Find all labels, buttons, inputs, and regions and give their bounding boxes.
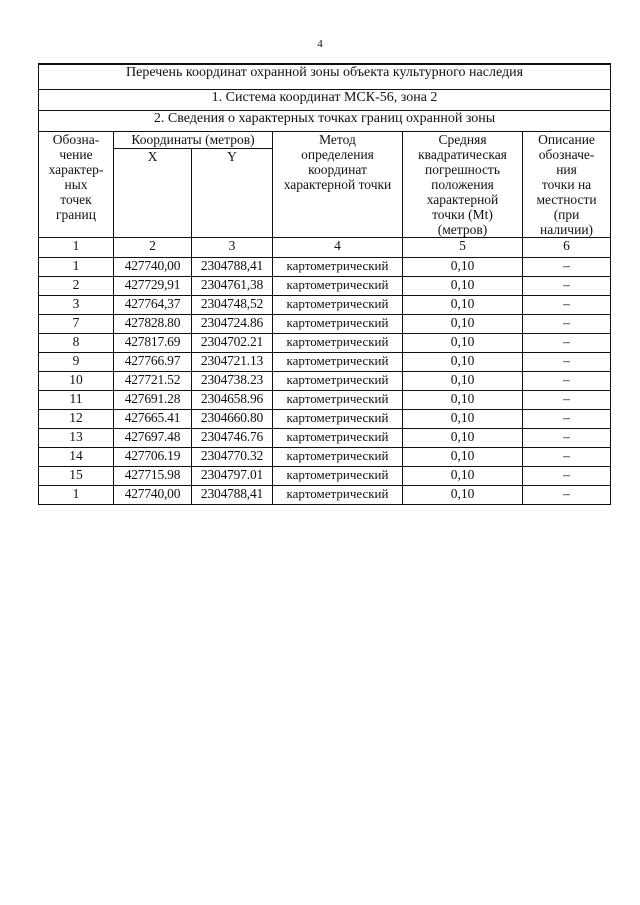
cell-x: 427740,00	[114, 258, 192, 277]
header-coordinates: Координаты (метров)	[114, 132, 273, 149]
cell-x: 427766.97	[114, 353, 192, 372]
table-title-row	[39, 64, 611, 90]
table-row	[39, 486, 611, 505]
cell-point: 11	[39, 391, 114, 410]
section-title: 2. Сведения о характерных точках границ охранной зоны	[39, 111, 611, 132]
cell-method: картометрический	[273, 429, 403, 448]
cell-y: 2304746.76	[192, 429, 273, 448]
cell-description: –	[523, 429, 611, 448]
header-description-line: Описание	[538, 132, 595, 147]
cell-point: 3	[39, 296, 114, 315]
header-accuracy-line: погрешность	[424, 162, 500, 177]
cell-description: –	[523, 353, 611, 372]
header-description-line: ния	[556, 162, 577, 177]
coordinates-table	[38, 63, 611, 505]
header-description-line: точки на	[541, 177, 592, 192]
cell-y: 2304748,52	[192, 296, 273, 315]
cell-point: 7	[39, 315, 114, 334]
cell-description: –	[523, 315, 611, 334]
cell-accuracy: 0,10	[403, 277, 523, 296]
header-description-line: наличии)	[540, 222, 594, 237]
cell-y: 2304788,41	[192, 486, 273, 505]
cell-description: –	[523, 277, 611, 296]
cell-accuracy: 0,10	[403, 315, 523, 334]
coordinate-system-row	[39, 90, 611, 111]
cell-y: 2304797.01	[192, 467, 273, 486]
table-row	[39, 467, 611, 486]
cell-description: –	[523, 448, 611, 467]
cell-accuracy: 0,10	[403, 486, 523, 505]
cell-y: 2304761,38	[192, 277, 273, 296]
table-row	[39, 429, 611, 448]
header-accuracy-line: (метров)	[437, 222, 488, 237]
cell-point: 10	[39, 372, 114, 391]
header-method-line: характерной точки	[283, 177, 392, 192]
cell-accuracy: 0,10	[403, 296, 523, 315]
header-row	[39, 132, 611, 149]
cell-description: –	[523, 258, 611, 277]
table-row	[39, 296, 611, 315]
cell-point: 12	[39, 410, 114, 429]
table-title: Перечень координат охранной зоны объекта культурного наследия	[39, 64, 611, 90]
cell-x: 427817.69	[114, 334, 192, 353]
header-y: Y	[192, 149, 273, 238]
cell-point: 2	[39, 277, 114, 296]
header-designation-line: границ	[56, 207, 96, 222]
column-number: 1	[39, 238, 114, 258]
header-description-line: обозначе-	[538, 147, 595, 162]
cell-accuracy: 0,10	[403, 372, 523, 391]
cell-method: картометрический	[273, 486, 403, 505]
page-number: 4	[317, 38, 323, 50]
header-accuracy-line: Средняя	[438, 132, 487, 147]
header-designation-line: точек	[60, 192, 92, 207]
column-numbers-row	[39, 238, 611, 258]
cell-method: картометрический	[273, 372, 403, 391]
cell-description: –	[523, 372, 611, 391]
cell-accuracy: 0,10	[403, 334, 523, 353]
cell-method: картометрический	[273, 258, 403, 277]
table-row	[39, 258, 611, 277]
header-accuracy-line: квадратическая	[418, 147, 507, 162]
cell-description: –	[523, 296, 611, 315]
cell-y: 2304724.86	[192, 315, 273, 334]
header-accuracy-line: положения	[431, 177, 494, 192]
cell-accuracy: 0,10	[403, 429, 523, 448]
cell-point: 15	[39, 467, 114, 486]
header-designation-line: характер-	[48, 162, 104, 177]
cell-description: –	[523, 334, 611, 353]
cell-method: картометрический	[273, 296, 403, 315]
header-x: X	[114, 149, 192, 238]
table-row	[39, 334, 611, 353]
cell-point: 1	[39, 258, 114, 277]
header-method-line: координат	[308, 162, 367, 177]
cell-y: 2304721.13	[192, 353, 273, 372]
coordinate-system: 1. Система координат МСК-56, зона 2	[39, 90, 611, 111]
cell-x: 427665.41	[114, 410, 192, 429]
column-number: 5	[403, 238, 523, 258]
header-method	[273, 132, 403, 238]
header-method-line: определения	[301, 147, 374, 162]
table-row	[39, 372, 611, 391]
cell-y: 2304702.21	[192, 334, 273, 353]
column-number: 6	[523, 238, 611, 258]
cell-point: 1	[39, 486, 114, 505]
header-designation-line: ных	[64, 177, 88, 192]
header-description-line: (при	[553, 207, 580, 222]
cell-point: 9	[39, 353, 114, 372]
cell-x: 427721.52	[114, 372, 192, 391]
column-number: 3	[192, 238, 273, 258]
header-designation-line: чение	[59, 147, 93, 162]
section-title-row	[39, 111, 611, 132]
cell-x: 427764,37	[114, 296, 192, 315]
cell-description: –	[523, 467, 611, 486]
cell-x: 427691.28	[114, 391, 192, 410]
cell-y: 2304660.80	[192, 410, 273, 429]
cell-description: –	[523, 410, 611, 429]
cell-method: картометрический	[273, 334, 403, 353]
cell-x: 427697.48	[114, 429, 192, 448]
cell-method: картометрический	[273, 467, 403, 486]
table-row	[39, 391, 611, 410]
cell-accuracy: 0,10	[403, 467, 523, 486]
cell-method: картометрический	[273, 448, 403, 467]
cell-method: картометрический	[273, 391, 403, 410]
cell-y: 2304788,41	[192, 258, 273, 277]
cell-accuracy: 0,10	[403, 391, 523, 410]
cell-accuracy: 0,10	[403, 410, 523, 429]
table-row	[39, 448, 611, 467]
cell-description: –	[523, 391, 611, 410]
cell-method: картометрический	[273, 410, 403, 429]
header-accuracy-line: точки (Mt)	[432, 207, 493, 222]
cell-method: картометрический	[273, 353, 403, 372]
cell-point: 13	[39, 429, 114, 448]
table-row	[39, 315, 611, 334]
column-number: 2	[114, 238, 192, 258]
header-accuracy	[403, 132, 523, 238]
header-description-line: местности	[536, 192, 597, 207]
cell-y: 2304770.32	[192, 448, 273, 467]
cell-y: 2304658.96	[192, 391, 273, 410]
header-method-line: Метод	[319, 132, 356, 147]
header-accuracy-line: характерной	[426, 192, 499, 207]
cell-point: 8	[39, 334, 114, 353]
cell-accuracy: 0,10	[403, 258, 523, 277]
cell-method: картометрический	[273, 277, 403, 296]
header-designation-line: Обозна-	[52, 132, 100, 147]
cell-x: 427715.98	[114, 467, 192, 486]
cell-accuracy: 0,10	[403, 448, 523, 467]
table-row	[39, 353, 611, 372]
header-description	[523, 132, 611, 238]
cell-x: 427729,91	[114, 277, 192, 296]
header-designation	[39, 132, 114, 238]
table-row	[39, 277, 611, 296]
table-row	[39, 410, 611, 429]
table-body	[39, 258, 611, 505]
column-number: 4	[273, 238, 403, 258]
cell-method: картометрический	[273, 315, 403, 334]
cell-x: 427706.19	[114, 448, 192, 467]
cell-point: 14	[39, 448, 114, 467]
cell-y: 2304738.23	[192, 372, 273, 391]
cell-description: –	[523, 486, 611, 505]
cell-x: 427828.80	[114, 315, 192, 334]
cell-x: 427740,00	[114, 486, 192, 505]
cell-accuracy: 0,10	[403, 353, 523, 372]
